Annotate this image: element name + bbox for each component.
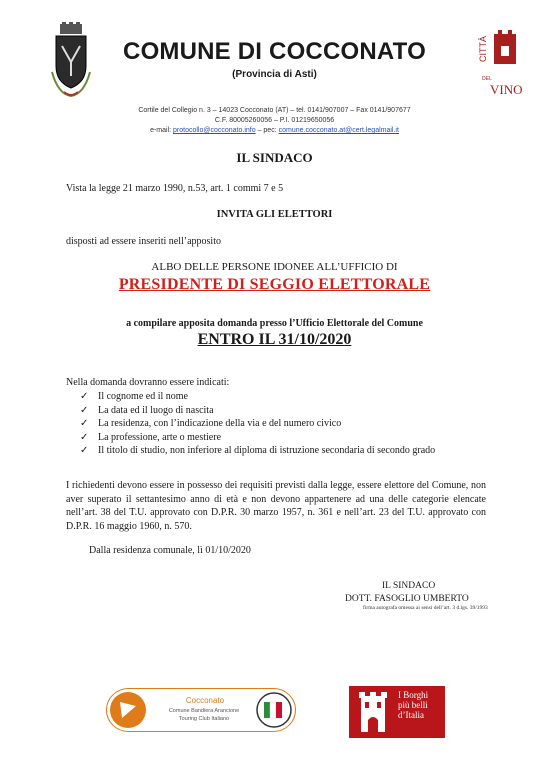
fiscal-codes: C.F. 80005260056 – P.I. 01219650056 <box>214 117 335 124</box>
list-item: ✓ La professione, arte o mestiere <box>80 431 222 443</box>
svg-text:DEL: DEL <box>482 76 492 82</box>
date-line: Dalla residenza comunale, lì 01/10/2020 <box>89 545 251 556</box>
svg-text:VINO: VINO <box>490 82 523 97</box>
instruction-line: a compilare apposita domanda presso l’Ufficio Elettorale del Comune <box>126 318 423 329</box>
list-item: ✓ La data ed il luogo di nascita <box>80 404 214 416</box>
borghi-text: I Borghi più belli d’Italia <box>398 690 429 720</box>
check-icon: ✓ <box>80 391 89 402</box>
check-icon: ✓ <box>80 431 89 443</box>
email-label: e-mail: <box>150 127 174 134</box>
deadline: ENTRO IL 31/10/2020 <box>197 331 352 348</box>
main-title-red: PRESIDENTE DI SEGGIO ELETTORALE <box>118 276 431 293</box>
check-icon: ✓ <box>80 418 89 430</box>
address-line: Cortile del Collegio n. 3 – 14023 Cocconato (AT) – tel. 0141/907007 – Fax 0141/907677 <box>138 107 411 114</box>
list-item: ✓ La residenza, con l’indicazione della via e del numero civico <box>80 418 342 430</box>
borghi-tower-icon <box>349 686 397 738</box>
badge-title: Cocconato <box>185 696 225 705</box>
pec-link[interactable]: comune.cocconato.at@cert.legalmail.it <box>278 127 399 134</box>
signature-role: IL SINDACO <box>382 581 436 591</box>
province-subtitle: (Provincia di Asti) <box>232 69 317 80</box>
disposti-text: disposti ad essere inseriti nell’apposito <box>66 236 221 247</box>
page-title: COMUNE DI COCCONATO <box>123 38 426 65</box>
signature-name: DOTT. FASOGLIO UMBERTO <box>345 594 469 604</box>
signature-note: firma autografa omessa ai sensi dell’art. 3 d.lgs. 39/1993 <box>363 605 488 611</box>
law-reference: Vista la legge 21 marzo 1990, n.53, art. 1 commi 7 e 5 <box>66 183 284 194</box>
list-item: ✓ Il titolo di studio, non inferiore al diploma di istruzione secondaria di secondo grado <box>80 445 436 457</box>
albo-line: ALBO DELLE PERSONE IDONEE ALL’UFFICIO DI <box>151 261 398 273</box>
invite-heading: INVITA GLI ELETTORI <box>216 209 333 220</box>
list-item: ✓ Il cognome ed il nome <box>80 391 188 402</box>
requirements-paragraph: I richiedenti devono essere in possesso dei requisiti previsti dalla legge, essere elettore del Comune, non aver superato il settantesimo anno di età e non devono appartenere ad una delle categorie elencate nell’art. 38 del T.U. approvato con D.P.R. 30 marzo 1957, n. 361 e nell’art. 23 del T.U. approvato con D.P.R. 16 maggio 1960, n. 570. <box>66 480 486 532</box>
check-icon: ✓ <box>80 404 89 416</box>
check-icon: ✓ <box>80 445 89 457</box>
email-link[interactable]: protocollo@cocconato.info <box>173 127 256 134</box>
list-intro: Nella domanda dovranno essere indicati: <box>66 377 230 388</box>
citta-del-vino-logo-icon <box>468 28 528 98</box>
contact-emails <box>0 127 549 134</box>
mayor-heading: IL SINDACO <box>236 150 313 165</box>
svg-text:CITTÀ: CITTÀ <box>478 36 488 62</box>
badge-subtitle: Touring Club Italiano <box>178 716 230 722</box>
pec-label: – pec: <box>255 127 279 134</box>
badge-subtitle: Comune Bandiera Arancione <box>168 708 240 714</box>
requirements-list <box>80 390 480 458</box>
